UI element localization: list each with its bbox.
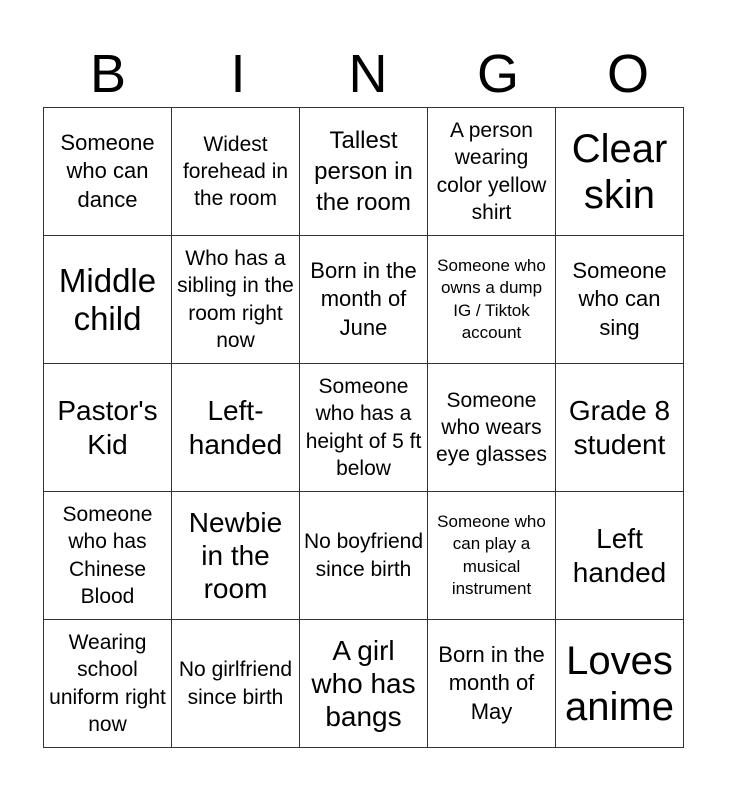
- cell-label: Someone who can dance: [60, 129, 155, 212]
- grid-row: [44, 236, 684, 364]
- cell-label: Pastor's Kid: [57, 395, 158, 460]
- bingo-cell[interactable]: [556, 492, 684, 620]
- bingo-cell[interactable]: [172, 236, 300, 364]
- cell-label: Who has a sibling in the room right now: [177, 246, 294, 352]
- cell-label: Tallest person in the room: [314, 126, 413, 217]
- bingo-cell[interactable]: [300, 236, 428, 364]
- cell-label: Someone who wears eye glasses: [436, 388, 547, 467]
- bingo-cell[interactable]: [556, 236, 684, 364]
- bingo-cell[interactable]: [44, 620, 172, 748]
- bingo-cell[interactable]: [300, 364, 428, 492]
- bingo-cell[interactable]: [172, 620, 300, 748]
- cell-label: Grade 8 student: [568, 395, 671, 460]
- cell-label: Newbie in the room: [188, 506, 283, 605]
- cell-label: Loves anime: [565, 638, 674, 729]
- bingo-header: [43, 40, 693, 108]
- cell-label: A girl who has bangs: [311, 634, 416, 733]
- cell-label: Left handed: [572, 523, 667, 588]
- bingo-cell[interactable]: [428, 236, 556, 364]
- grid-row: [44, 620, 684, 748]
- grid-row: [44, 108, 684, 236]
- cell-label: Someone who can sing: [572, 257, 667, 340]
- bingo-cell[interactable]: [556, 364, 684, 492]
- header-letter-n: N: [348, 44, 388, 104]
- cell-label: Wearing school uniform right now: [49, 630, 166, 736]
- bingo-cell[interactable]: [172, 108, 300, 236]
- grid-row: [44, 492, 684, 620]
- bingo-cell[interactable]: [300, 620, 428, 748]
- cell-label: A person wearing color yellow shirt: [436, 118, 547, 224]
- bingo-cell[interactable]: [44, 236, 172, 364]
- cell-label: Someone who owns a dump IG / Tiktok account: [437, 256, 546, 342]
- cell-label: No boyfriend since birth: [303, 530, 424, 581]
- bingo-cell[interactable]: [428, 364, 556, 492]
- bingo-cell[interactable]: [172, 364, 300, 492]
- cell-label: Someone who can play a musical instrument: [437, 512, 546, 598]
- bingo-cell[interactable]: [44, 492, 172, 620]
- cell-label: Born in the month of June: [310, 257, 417, 340]
- bingo-card-grid: [43, 107, 684, 748]
- header-letter-o: O: [606, 44, 649, 104]
- bingo-cell[interactable]: [172, 492, 300, 620]
- bingo-cell[interactable]: [428, 620, 556, 748]
- header-letter-b: B: [89, 44, 127, 104]
- bingo-cell[interactable]: [44, 108, 172, 236]
- cell-label: No girlfriend since birth: [178, 658, 293, 709]
- bingo-cell[interactable]: [428, 492, 556, 620]
- bingo-cell[interactable]: [428, 108, 556, 236]
- bingo-cell[interactable]: [44, 364, 172, 492]
- grid-row: [44, 364, 684, 492]
- header-letter-g: G: [476, 44, 519, 104]
- cell-label: Left-handed: [188, 395, 283, 460]
- header-letter-i: I: [230, 44, 246, 104]
- cell-label: Someone who has a height of 5 ft below: [305, 374, 422, 480]
- cell-label: Middle child: [58, 261, 157, 337]
- bingo-cell[interactable]: [300, 492, 428, 620]
- bingo-cell[interactable]: [556, 620, 684, 748]
- cell-label: Born in the month of May: [438, 641, 545, 724]
- cell-label: Someone who has Chinese Blood: [62, 502, 153, 608]
- bingo-cell[interactable]: [300, 108, 428, 236]
- cell-label: Widest forehead in the room: [182, 132, 289, 211]
- bingo-cell[interactable]: [556, 108, 684, 236]
- cell-label: Clear skin: [571, 126, 668, 217]
